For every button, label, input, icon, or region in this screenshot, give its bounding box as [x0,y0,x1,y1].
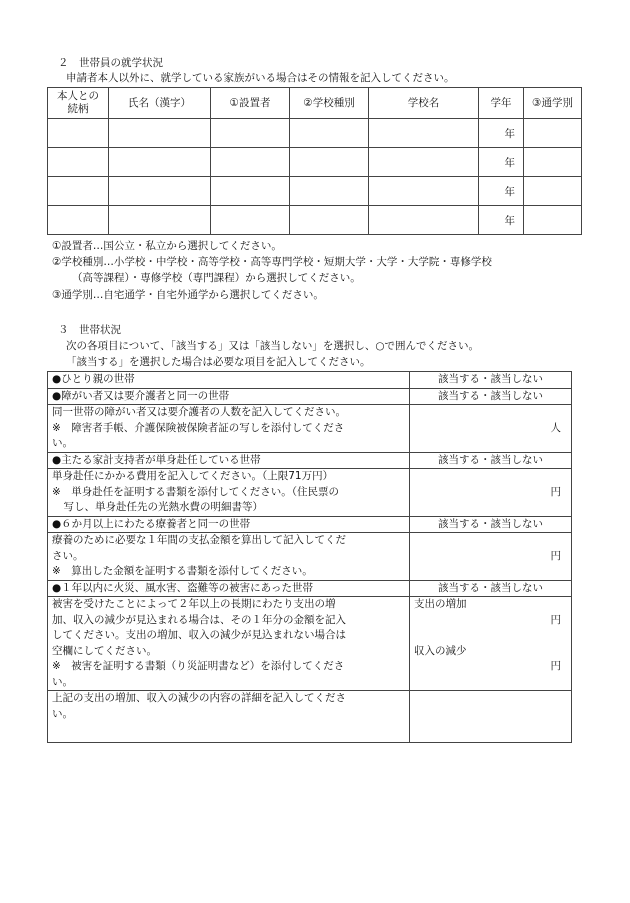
income-unit: 円 [550,660,561,672]
school-name-field[interactable] [369,119,479,148]
disaster-detail-line2: 加、収入の減少が見込まれる場合は、その１年分の金額を記入 [52,613,346,626]
note-founder: ①設置者…国公立・私立から選択してください。 [52,240,282,252]
founder-field[interactable] [211,148,290,177]
disabled-label: ●障がい者又は要介護者と同一の世帯 [48,388,410,405]
disabled-count-field[interactable] [410,405,572,453]
section3-intro-2: 「該当する」を選択した場合は必要な項目を記入してください。 [66,356,371,368]
disaster-detail [48,597,410,691]
name-field[interactable] [109,148,211,177]
note-school-type-cont: （高等課程）・専修学校（専門課程）から選択してください。 [72,272,361,284]
name-field[interactable] [109,206,211,235]
single-parent-option[interactable]: 該当する・該当しない [410,372,572,389]
commute-field[interactable] [524,148,582,177]
income-label: 収入の減少 [414,644,467,657]
table-row [48,372,572,389]
header-relation: 本人との 続柄 [48,88,109,119]
education-table [47,87,582,235]
founder-field[interactable] [211,206,290,235]
header-commute: ③通学別 [524,88,582,119]
section2-heading: ２ 世帯員の就学状況 [58,57,163,69]
table-row [48,469,572,517]
yen-unit: 円 [550,485,561,498]
disaster-detail-line1: 被害を受けたことによって２年以上の長期にわたり支出の増 [52,598,336,610]
table-row [48,452,572,469]
year-unit: 年 [504,156,515,169]
name-field[interactable] [109,119,211,148]
note-school-type: ②学校種別…小学校・中学校・高等学校・高等専門学校・短期大学・大学・大学院・専修学校 [52,256,492,268]
section3-heading: ３ 世帯状況 [58,324,121,336]
patient-option[interactable]: 該当する・該当しない [410,516,572,533]
school-type-field[interactable] [290,177,369,206]
table-row [48,148,582,177]
school-type-field[interactable] [290,148,369,177]
posting-detail [48,469,410,517]
grade-field[interactable] [479,177,524,206]
detail-prompt-line2: い。 [52,707,73,720]
table-row [48,388,572,405]
header-school-name: 学校名 [369,88,479,119]
posting-detail-line2: ※ 単身赴任を証明する書類を添付してください。（住民票の [52,485,340,498]
section2-intro: 申請者本人以外に、就学している家族がいる場合はその情報を記入してください。 [66,72,455,84]
table-row [48,597,572,691]
name-field[interactable] [109,177,211,206]
expense-label: 支出の増加 [414,598,467,610]
year-unit: 年 [504,127,515,140]
single-posting-option[interactable]: 該当する・該当しない [410,452,572,469]
table-row [48,580,572,597]
table-row [48,516,572,533]
disaster-detail-line5: ※ 被害を証明する書類（り災証明書など）を添付してくださ [52,660,345,672]
detail-field[interactable] [410,691,572,743]
commute-field[interactable] [524,206,582,235]
patient-detail-line2: さい。 [52,549,84,562]
header-grade: 学年 [479,88,524,119]
patient-cost-field[interactable] [410,533,572,581]
school-name-field[interactable] [369,206,479,235]
education-table-header [48,88,582,119]
relation-field[interactable] [48,177,109,206]
detail-prompt-line1: 上記の支出の増加、収入の減少の内容の詳細を記入してくださ [52,692,346,704]
patient-detail-line3: ※ 算出した金額を証明する書類を添付してください。 [52,565,313,577]
school-name-field[interactable] [369,177,479,206]
disaster-detail-line3: してください。支出の増加、収入の減少が見込まれない場合は [52,629,346,641]
grade-field[interactable] [479,148,524,177]
note-commute: ③通学別…自宅通学・自宅外通学から選択してください。 [52,289,324,301]
year-unit: 年 [504,185,515,198]
disabled-detail-line2: ※ 障害者手帳、介護保険被保険者証の写しを添付してくださ [52,421,345,434]
disaster-detail-line4: 空欄にしてください。 [52,644,157,657]
section3-intro-1: 次の各項目について、「該当する」又は「該当しない」を選択し、○で囲んでください。 [66,340,479,352]
person-unit: 人 [550,421,561,434]
table-row [48,691,572,743]
relation-field[interactable] [48,148,109,177]
relation-field[interactable] [48,206,109,235]
header-name: 氏名（漢字） [109,88,211,119]
year-unit: 年 [504,214,515,227]
grade-field[interactable] [479,119,524,148]
founder-field[interactable] [211,119,290,148]
school-name-field[interactable] [369,148,479,177]
table-row [48,533,572,581]
relation-field[interactable] [48,119,109,148]
single-posting-label: ●主たる家計支持者が単身赴任している世帯 [48,452,410,469]
school-type-field[interactable] [290,206,369,235]
single-parent-label: ●ひとり親の世帯 [48,372,410,389]
grade-field[interactable] [479,206,524,235]
commute-field[interactable] [524,177,582,206]
posting-detail-line1: 単身赴任にかかる費用を記入してください。（上限71万円） [52,470,334,482]
patient-label: ●６か月以上にわたる療養者と同一の世帯 [48,516,410,533]
disaster-label: ●１年以内に火災、風水害、盗難等の被害にあった世帯 [48,580,410,597]
table-row [48,405,572,453]
disabled-detail [48,405,410,453]
commute-field[interactable] [524,119,582,148]
disabled-detail-line1: 同一世帯の障がい者又は要介護者の人数を記入してください。 [52,406,346,418]
table-row [48,119,582,148]
patient-detail-line1: 療養のために必要な１年間の支払金額を算出して記入してくだ [52,534,346,546]
household-table [47,371,572,743]
disaster-detail-line6: い。 [52,675,73,688]
header-school-type: ②学校種別 [290,88,369,119]
header-founder: ①設置者 [211,88,290,119]
founder-field[interactable] [211,177,290,206]
detail-prompt [48,691,410,743]
patient-detail [48,533,410,581]
posting-detail-line3: 写し、単身赴任先の光熱水費の明細書等） [63,501,264,513]
yen-unit: 円 [550,549,561,562]
school-type-field[interactable] [290,119,369,148]
posting-cost-field[interactable] [410,469,572,517]
disaster-option[interactable]: 該当する・該当しない [410,580,572,597]
disabled-detail-line3: い。 [52,437,73,449]
table-row [48,206,582,235]
disaster-amount-field[interactable] [410,597,572,691]
disabled-option[interactable]: 該当する・該当しない [410,388,572,405]
expense-unit: 円 [550,613,561,626]
table-row [48,177,582,206]
